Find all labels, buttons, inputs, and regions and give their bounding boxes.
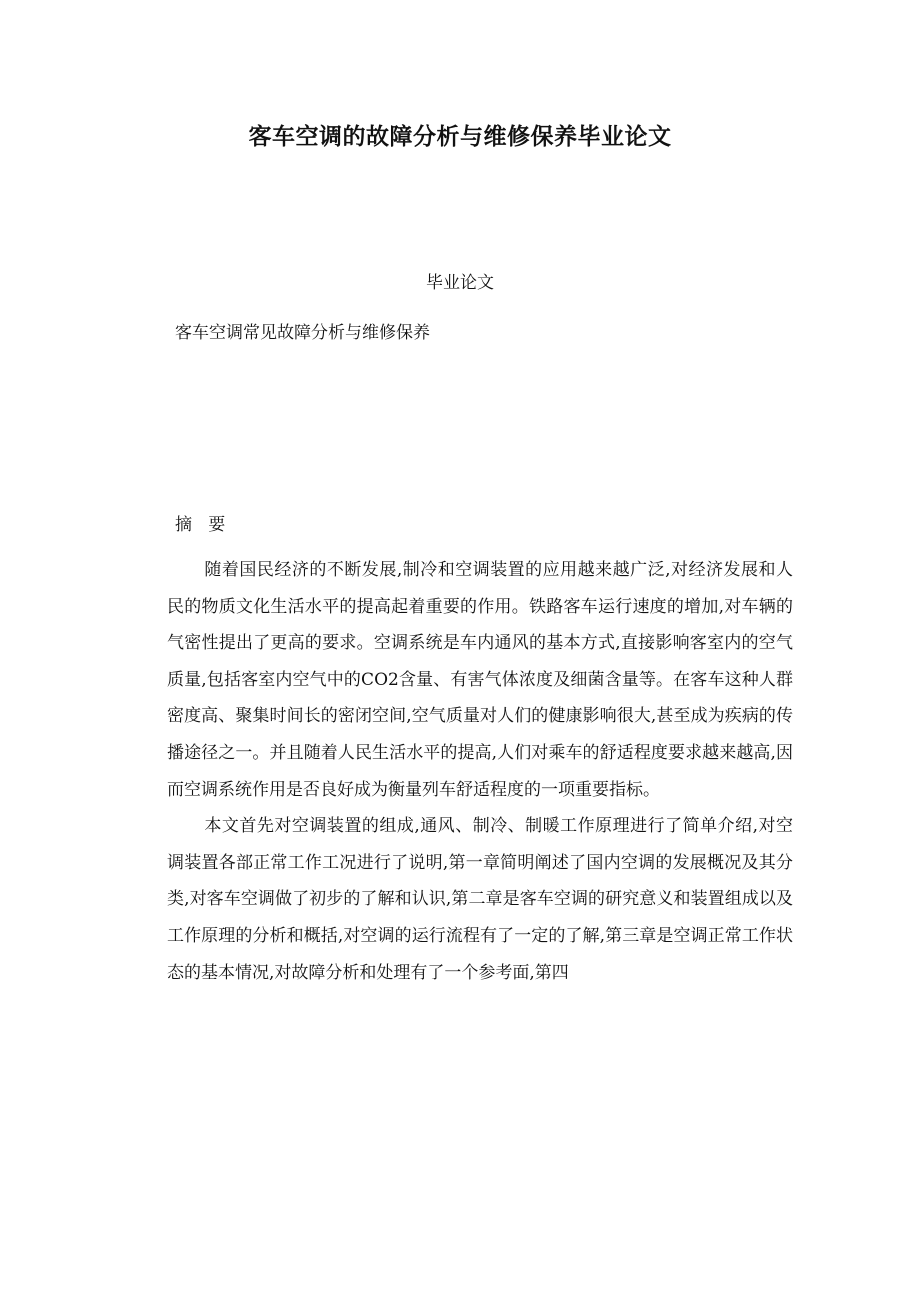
abstract-paragraph-1: 随着国民经济的不断发展,制冷和空调装置的应用越来越广泛,对经济发展和人民的物质文化生活水平的提高起着重要的作用。铁路客车运行速度的增加,对车辆的气密性提出了更高的要求。空调系统是车内通风的基本方式,直接影响客室内的空气质量,包括客室内空气中的CO2含量、有害气体浓度及细菌含量等。在客车这种人群密度高、聚集时间长的密闭空间,空气质量对人们的健康影响很大,甚至成为疾病的传播途径之一。并且随着人民生活水平的提高,人们对乘车的舒适程度要求越来越高,因而空调系统作用是否良好成为衡量列车舒适程度的一项重要指标。 xyxy=(167,560,793,800)
document-subtitle: 客车空调常见故障分析与维修保养 xyxy=(175,323,430,343)
abstract-body xyxy=(167,552,793,991)
document-type-label: 毕业论文 xyxy=(426,273,494,293)
abstract-heading: 摘 要 xyxy=(175,515,226,535)
abstract-paragraph-2: 本文首先对空调装置的组成,通风、制冷、制暖工作原理进行了简单介绍,对空调装置各部正常工作工况进行了说明,第一章简明阐述了国内空调的发展概况及其分类,对客车空调做了初步的了解和认识,第二章是客车空调的研究意义和装置组成以及工作原理的分析和概括,对空调的运行流程有了一定的了解,第三章是空调正常工作状态的基本情况,对故障分析和处理有了一个参考面,第四 xyxy=(167,816,793,983)
document-title: 客车空调的故障分析与维修保养毕业论文 xyxy=(248,124,672,150)
